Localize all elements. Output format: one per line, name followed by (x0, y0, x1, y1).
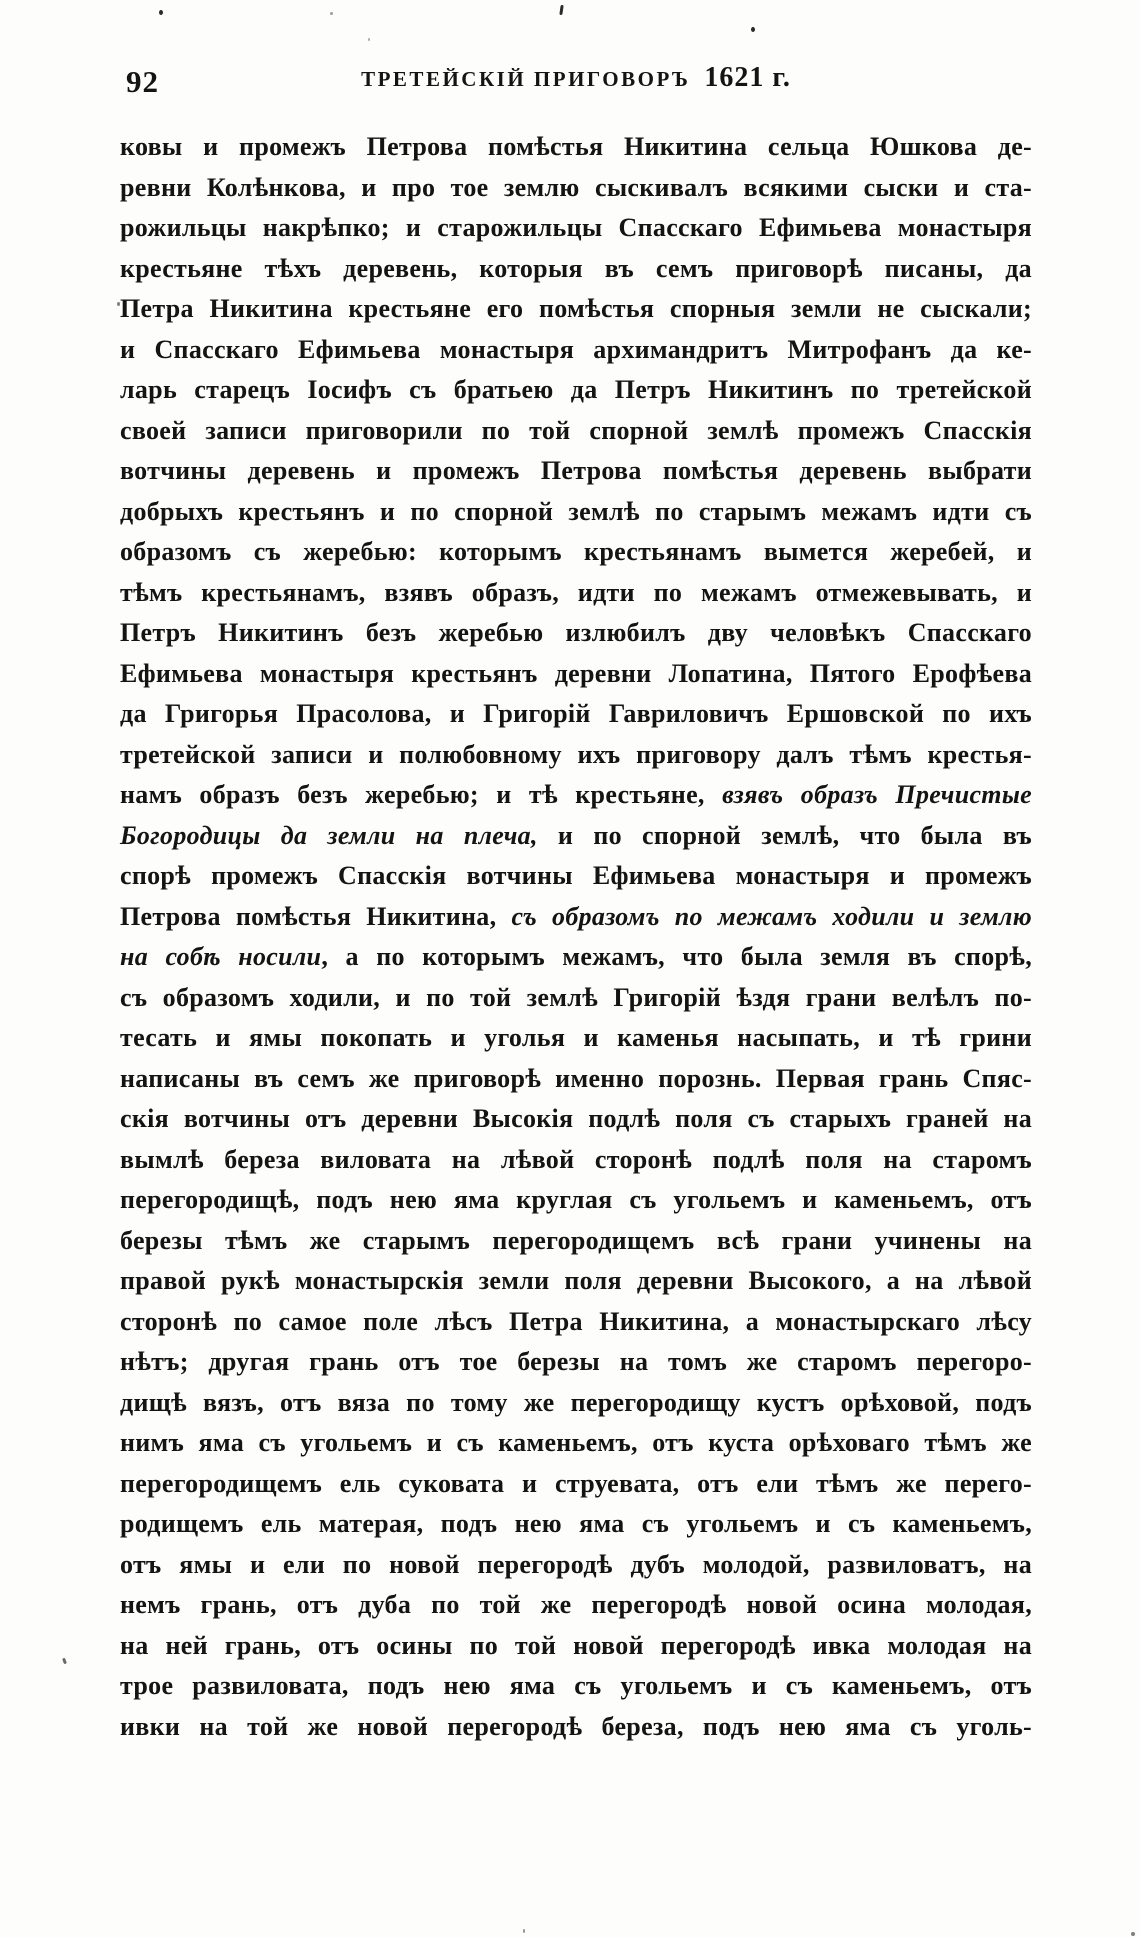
text-segment: нимъ яма съ угольемъ и съ каменьемъ, отъ куста орѣховаго тѣмъ же (120, 1428, 1032, 1457)
text-segment: березы тѣмъ же старымъ перегородищемъ всѣ грани учинены на (120, 1225, 1032, 1255)
text-segment: и по спорной землѣ, что была въ (537, 820, 1032, 850)
body-line (120, 1180, 1032, 1221)
text-segment: трое развиловата, подъ нею яма съ угольемъ и съ каменьемъ, отъ (120, 1671, 1032, 1700)
scan-speck (330, 12, 333, 15)
text-segment: вотчины деревень и промежъ Петрова помѣстья деревень выбрати (120, 456, 1032, 485)
running-head (120, 62, 1032, 106)
text-segment: крестьяне тѣхъ деревень, которыя въ семъ приговорѣ писаны, да (120, 253, 1032, 283)
text-segment: перегородищемъ ель суковата и струевата, отъ ели тѣмъ же перего- (120, 1468, 1032, 1498)
body-line (120, 694, 1032, 735)
scan-speck (159, 10, 163, 15)
body-line (120, 573, 1032, 614)
body-line (120, 856, 1032, 897)
text-segment: родищемъ ель матерая, подъ нею яма съ угольемъ и съ каменьемъ, (120, 1509, 1032, 1538)
body-line (120, 897, 1032, 938)
text-segment: немъ грань, отъ дуба по той же перегородѣ новой осина молодая, (120, 1590, 1032, 1619)
text-segment: дищѣ вязъ, отъ вяза по тому же перегородищу кустъ орѣховой, подъ (120, 1387, 1032, 1417)
text-segment: ивки на той же новой перегородѣ береза, подъ нею яма съ уголь- (120, 1711, 1032, 1741)
text-segment: своей записи приговорили по той спорной землѣ промежъ Спасскія (120, 415, 1032, 445)
body-line (120, 492, 1032, 533)
text-segment: да Григорья Прасолова, и Григорій Гавриловичъ Ершовской по ихъ (120, 699, 1032, 728)
body-line (120, 1545, 1032, 1586)
text-segment: на ней грань, отъ осины по той новой перегородѣ ивка молодая на (120, 1630, 1032, 1660)
body-line (120, 1504, 1032, 1545)
body-line (120, 1666, 1032, 1707)
italic-phrase: на собѣ носили (120, 942, 322, 971)
body-line (120, 1059, 1032, 1100)
body-line (120, 735, 1032, 776)
body-line (120, 1585, 1032, 1626)
italic-phrase: взявъ образъ Пречистые (722, 780, 1032, 809)
text-segment: нѣтъ; другая грань отъ тое березы на томъ же старомъ перегоро- (120, 1347, 1032, 1376)
page-title (120, 62, 1032, 94)
scan-speck (1131, 1932, 1135, 1936)
text-segment: правой рукѣ монастырскія земли поля деревни Высокого, а на лѣвой (120, 1266, 1032, 1295)
text-segment: скія вотчины отъ деревни Высокія подлѣ поля съ старыхъ граней на (120, 1104, 1032, 1133)
italic-phrase: Богородицы да земли на плеча, (120, 820, 538, 850)
body-line (120, 775, 1032, 816)
text-segment: написаны въ семъ же приговорѣ именно порознь. Первая грань Спяс- (120, 1063, 1032, 1093)
body-line (120, 1140, 1032, 1181)
body-line (120, 1423, 1032, 1464)
text-segment: Петра Никитина крестьяне его помѣстья спорныя земли не сыскали; (120, 294, 1032, 323)
text-segment: ларь старецъ Іосифъ съ братьею да Петръ Никитинъ по третейской (120, 375, 1032, 404)
body-line (120, 1383, 1032, 1424)
text-segment: отъ ямы и ели по новой перегородѣ дубъ молодой, развиловатъ, на (120, 1549, 1032, 1579)
body-line (120, 330, 1032, 371)
text-segment: съ образомъ ходили, и по той землѣ Григорій ѣздя грани велѣлъ по- (120, 982, 1032, 1012)
body-line (120, 208, 1032, 249)
body-line (120, 1221, 1032, 1262)
body-line (120, 613, 1032, 654)
body-line (120, 451, 1032, 492)
italic-phrase: съ образомъ по межамъ ходили и землю (511, 901, 1032, 931)
body-line (120, 816, 1032, 857)
body-line (120, 1464, 1032, 1505)
page-number: 92 (126, 64, 159, 99)
running-title-text: ТРЕТЕЙСКІЙ ПРИГОВОРЪ (361, 67, 691, 91)
scan-speck (523, 1929, 525, 1933)
text-segment: , а по которымъ межамъ, что была земля въ спорѣ, (321, 942, 1032, 971)
text-segment: рожильцы накрѣпко; и старожильцы Спасскаго Ефимьева монастыря (120, 213, 1032, 242)
scan-speck (62, 1658, 67, 1665)
text-segment: тѣмъ крестьянамъ, взявъ образъ, идти по межамъ отмежевывать, и (120, 577, 1032, 607)
body-line (120, 1707, 1032, 1748)
body-line (120, 127, 1032, 168)
text-segment: ревни Колѣнкова, и про тое землю сыскивалъ всякими сыски и ста- (120, 172, 1032, 202)
body-line (120, 1099, 1032, 1140)
body-line (120, 289, 1032, 330)
text-segment: Ефимьева монастыря крестьянъ деревни Лопатина, Пятого Ерофѣева (120, 658, 1032, 688)
text-segment: намъ образъ безъ жеребью; и тѣ крестьяне, (120, 780, 723, 809)
body-line (120, 1342, 1032, 1383)
body-line (120, 532, 1032, 573)
text-segment: образомъ съ жеребью: которымъ крестьянамъ вымется жеребей, и (120, 537, 1032, 566)
body-line (120, 168, 1032, 209)
text-segment: вымлѣ береза виловата на лѣвой сторонѣ подлѣ поля на старомъ (120, 1144, 1032, 1174)
body-line (120, 249, 1032, 290)
scan-speck (751, 27, 755, 32)
body-line (120, 937, 1032, 978)
text-segment: Петрова помѣстья Никитина, (120, 901, 512, 931)
text-segment: сторонѣ по самое поле лѣсъ Петра Никитина, а монастырскаго лѣсу (120, 1306, 1032, 1336)
text-segment: ковы и промежъ Петрова помѣстья Никитина сельца Юшкова де- (120, 132, 1032, 161)
text-segment: Петръ Никитинъ безъ жеребью излюбилъ дву человѣкъ Спасскаго (120, 618, 1032, 647)
body-line (120, 1626, 1032, 1667)
body-line (120, 978, 1032, 1019)
text-block (120, 127, 1032, 1747)
scan-speck (559, 5, 563, 15)
text-segment: тесать и ямы покопать и уголья и каменья насыпать, и тѣ грини (120, 1023, 1032, 1052)
body-line (120, 370, 1032, 411)
text-segment: перегородищѣ, подъ нею яма круглая съ угольемъ и каменьемъ, отъ (120, 1185, 1032, 1214)
scan-speck (368, 38, 370, 41)
text-segment: и Спасскаго Ефимьева монастыря архимандритъ Митрофанъ да ке- (120, 334, 1032, 364)
scan-speck (117, 302, 120, 306)
text-segment: спорѣ промежъ Спасскія вотчины Ефимьева монастыря и промежъ (120, 861, 1032, 890)
body-line (120, 654, 1032, 695)
body-line (120, 411, 1032, 452)
body-line (120, 1261, 1032, 1302)
text-segment: третейской записи и полюбовному ихъ приговору далъ тѣмъ крестья- (120, 739, 1032, 769)
body-line (120, 1302, 1032, 1343)
body-line (120, 1018, 1032, 1059)
text-segment: добрыхъ крестьянъ и по спорной землѣ по старымъ межамъ идти съ (120, 496, 1032, 526)
running-title-year: 1621 г. (704, 62, 791, 93)
